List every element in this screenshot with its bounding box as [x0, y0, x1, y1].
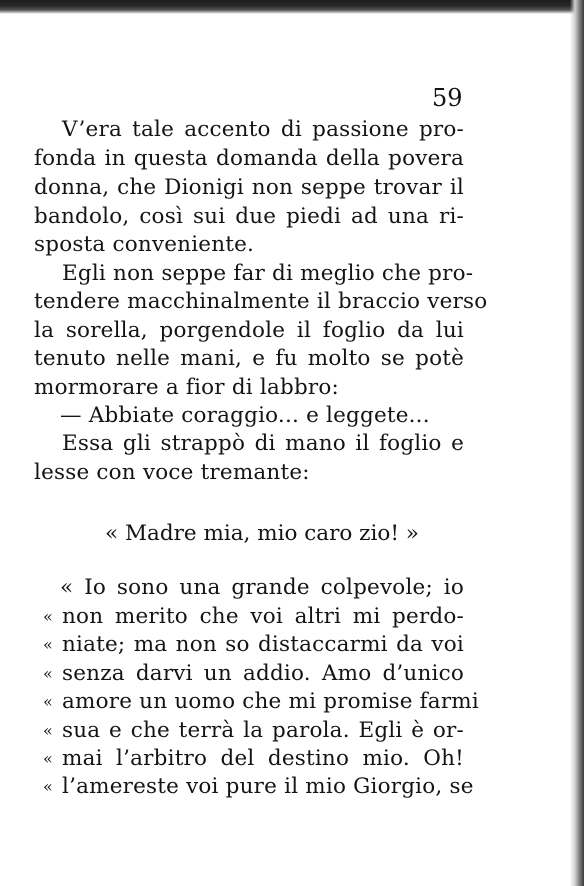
text-line: bandolo, così sui due piedi ad una ri- [34, 204, 464, 229]
text-line: tendere macchinalmente il braccio verso [34, 289, 488, 314]
letter-line: sua e che terrà la parola. Egli è or- [62, 718, 464, 743]
text-line: fonda in questa domanda della povera [34, 146, 464, 171]
text-line: V’era tale accento di passione pro- [62, 117, 464, 142]
text-line: la sorella, porgendole il foglio da lui [34, 318, 464, 343]
page-number: 59 [432, 84, 463, 112]
text-line: mormorare a fior di labbro: [34, 375, 339, 400]
text-line: sposta conveniente. [34, 232, 255, 257]
text-line: donna, che Dionigi non seppe trovar il [34, 175, 464, 200]
letter-line: « Io sono una grande colpevole; io [60, 575, 464, 600]
letter-line: l’amereste voi pure il mio Giorgio, se [62, 774, 474, 799]
letter-line: senza darvi un addio. Amo d’unico [62, 661, 464, 686]
dialogue-line: — Abbiate coraggio... e leggete... [60, 403, 430, 428]
quote-mark: « [43, 721, 53, 740]
text-line: tenuto nelle mani, e fu molto se potè [34, 346, 464, 371]
letter-line: amore un uomo che mi promise farmi [62, 689, 479, 714]
quote-mark: « [43, 664, 53, 683]
quote-mark: « [43, 777, 53, 796]
text-line: lesse con voce tremante: [34, 460, 310, 485]
letter-line: non merito che voi altri mi perdo- [62, 604, 464, 629]
quote-mark: « [43, 635, 53, 654]
letter-line: niate; ma non so distaccarmi da voi [62, 632, 464, 657]
quote-mark: « [43, 692, 53, 711]
text-line: Essa gli strappò di mano il foglio e [62, 431, 464, 456]
letter-salutation: « Madre mia, mio caro zio! » [105, 521, 419, 546]
letter-line: mai l’arbitro del destino mio. Oh! [62, 746, 464, 771]
text-line: Egli non seppe far di meglio che pro- [62, 261, 474, 286]
quote-mark: « [43, 607, 53, 626]
quote-mark: « [43, 749, 53, 768]
